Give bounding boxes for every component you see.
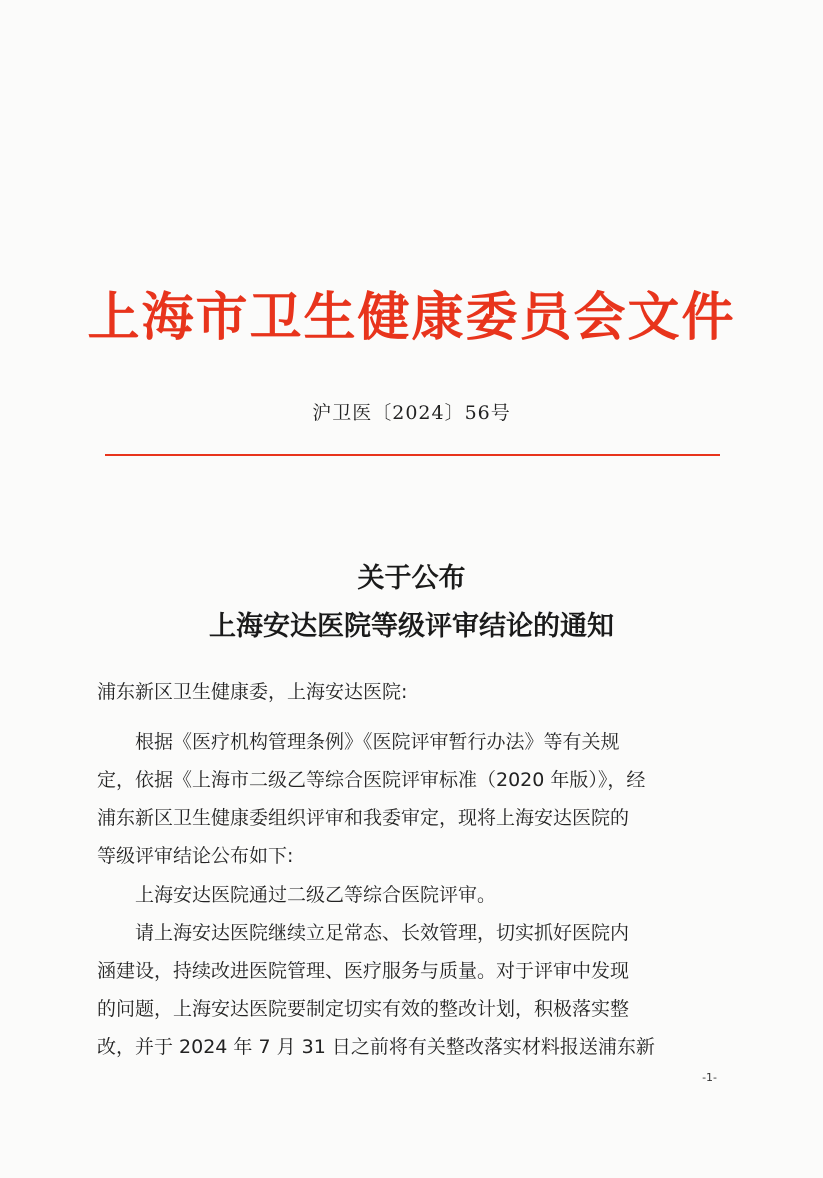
paragraph-line: 改，并于 2024 年 7 月 31 日之前将有关整改落实材料报送浦东新 [97,1036,655,1058]
document-number: 沪卫医〔2024〕56号 [312,402,511,424]
document-title-line-2: 上海安达医院等级评审结论的通知 [209,611,614,642]
red-divider [105,454,720,456]
paragraph-2 [97,876,729,914]
paragraph-line: 等级评审结论公布如下: [97,845,294,867]
paragraph-line: 涵建设，持续改进医院管理、医疗服务与质量。对于评审中发现 [97,960,630,982]
document-title-line-1: 关于公布 [357,563,466,594]
paragraph-line: 的问题，上海安达医院要制定切实有效的整改计划，积极落实整 [97,998,630,1020]
paragraph-3 [97,914,729,1066]
paragraph-1 [97,723,729,875]
page-number: -1- [702,1071,717,1084]
paragraph-line: 浦东新区卫生健康委组织评审和我委审定，现将上海安达医院的 [97,807,630,829]
paragraph-line: 根据《医疗机构管理条例》《医院评审暂行办法》等有关规 [135,731,620,753]
paragraph-line: 定，依据《上海市二级乙等综合医院评审标准（2020 年版）》，经 [97,769,646,791]
paragraph-line: 上海安达医院通过二级乙等综合医院评审。 [135,884,497,906]
paragraph-line: 请上海安达医院继续立足常态、长效管理，切实抓好医院内 [135,922,630,944]
addressee: 浦东新区卫生健康委，上海安达医院: [97,681,408,703]
agency-header: 上海市卫生健康委员会文件 [87,287,736,348]
